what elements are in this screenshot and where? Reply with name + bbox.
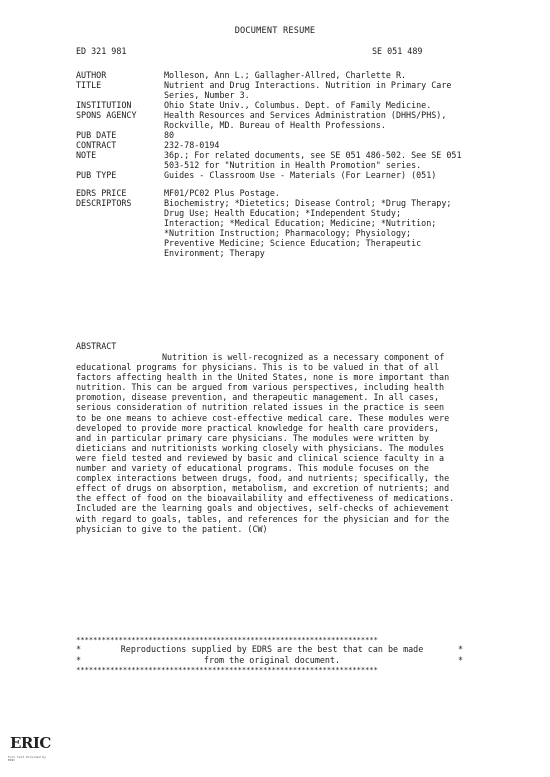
field-contract bbox=[76, 140, 476, 150]
se-number: SE 051 489 bbox=[372, 46, 423, 56]
eric-logo bbox=[8, 734, 51, 762]
ed-number: ED 321 981 bbox=[76, 46, 127, 56]
field-author bbox=[76, 70, 476, 80]
field-pub-type bbox=[76, 170, 476, 180]
field-value: Guides - Classroom Use - Materials (For Learner) (051) bbox=[164, 170, 437, 180]
reproduction-notice bbox=[76, 636, 468, 674]
field-value: 80 bbox=[164, 130, 175, 140]
field-value: MF01/PC02 Plus Postage. bbox=[164, 188, 280, 198]
field-key: AUTHOR bbox=[76, 70, 107, 80]
notice-text-2: from the original document. bbox=[203, 655, 341, 665]
field-key: DESCRIPTORS bbox=[76, 198, 132, 208]
field-key: SPONS AGENCY bbox=[76, 110, 137, 120]
field-value: Ohio State Univ., Columbus. Dept. of Family Medicine. bbox=[164, 100, 432, 110]
notice-line-1 bbox=[76, 644, 468, 655]
field-value: 36p.; For related documents, see SE 051 486-502. See SE 051 503-512 for "Nutrition in Health Promotion" series. bbox=[164, 150, 467, 170]
star-border-bottom: *********************************************************************** bbox=[76, 666, 378, 674]
field-value: 232-78-0194 bbox=[164, 140, 220, 150]
field-edrs-price bbox=[76, 188, 476, 198]
field-value: Health Resources and Services Administration (DHHS/PHS), Rockville, MD. Bureau of Health Professions. bbox=[164, 110, 452, 130]
field-key: INSTITUTION bbox=[76, 100, 132, 110]
star-mark: * bbox=[458, 644, 464, 654]
field-value: Nutrient and Drug Interactions. Nutrition in Primary Care Series, Number 3. bbox=[164, 80, 457, 100]
star-mark: * bbox=[76, 644, 82, 654]
field-note bbox=[76, 150, 476, 170]
eric-logo-word: ERIC bbox=[10, 734, 51, 752]
field-key: TITLE bbox=[76, 80, 102, 90]
star-border-top: *********************************************************************** bbox=[76, 636, 378, 644]
field-value: Biochemistry; *Dietetics; Disease Control; *Drug Therapy; Drug Use; Health Education; *Independent Study; Interaction; *Medical Education; Medicine; *Nutrition; *Nutrition Instruction; Pharmacology; Physiology; Preventive Medicine; Science Education; Therapeutic Environment; Therapy bbox=[164, 198, 457, 258]
field-title bbox=[76, 80, 476, 100]
notice-line-2 bbox=[76, 655, 468, 666]
document-title: DOCUMENT RESUME bbox=[234, 26, 316, 36]
field-institution bbox=[76, 100, 476, 110]
field-key: PUB TYPE bbox=[76, 170, 117, 180]
star-mark: * bbox=[458, 655, 464, 665]
field-key: NOTE bbox=[76, 150, 97, 160]
field-key: EDRS PRICE bbox=[76, 188, 127, 198]
star-mark: * bbox=[76, 655, 82, 665]
field-spons-agency bbox=[76, 110, 476, 130]
metadata-fields bbox=[76, 70, 476, 258]
field-key: PUB DATE bbox=[76, 130, 117, 140]
field-descriptors bbox=[76, 198, 476, 258]
notice-text-1: Reproductions supplied by EDRS are the best that can be made bbox=[120, 644, 424, 654]
abstract-label: ABSTRACT bbox=[76, 341, 117, 351]
field-key: CONTRACT bbox=[76, 140, 117, 150]
field-pub-date bbox=[76, 130, 476, 140]
abstract-text: Nutrition is well-recognized as a necessary component of educational programs for physicians. This is to be valued in that of all factors affecting health in the United States, none is more important than nutrition. This can be argued from various perspectives, including health promotion, disease prevention, and therapeutic management. In all cases, serious consideration of nutrition related issues in the practice is seen to be one means to achieve cost-effective medical care. These modules were developed to provide more practical knowledge for health care providers, and in particular primary care physicians. The modules were written by dieticians and nutritionists working closely with physicians. The modules were field tested and reviewed by basic and clinical science faculty in a number and variety of educational programs. This module focuses on the complex interactions between drugs, food, and nutrients; specifically, the effect of drugs on absorption, metabolism, and excretion of nutrients; and the effect of food on the bioavailability and effectiveness of medications. Included are the learning goals and objectives, self-checks of achievement with regard to goals, tables, and references for the physician and for the physician to give to the patient. (CW) bbox=[76, 352, 455, 534]
field-value: Molleson, Ann L.; Gallagher-Allred, Charlette R. bbox=[164, 70, 407, 80]
eric-logo-subtext: Full Text Provided by ERIC bbox=[8, 755, 46, 762]
